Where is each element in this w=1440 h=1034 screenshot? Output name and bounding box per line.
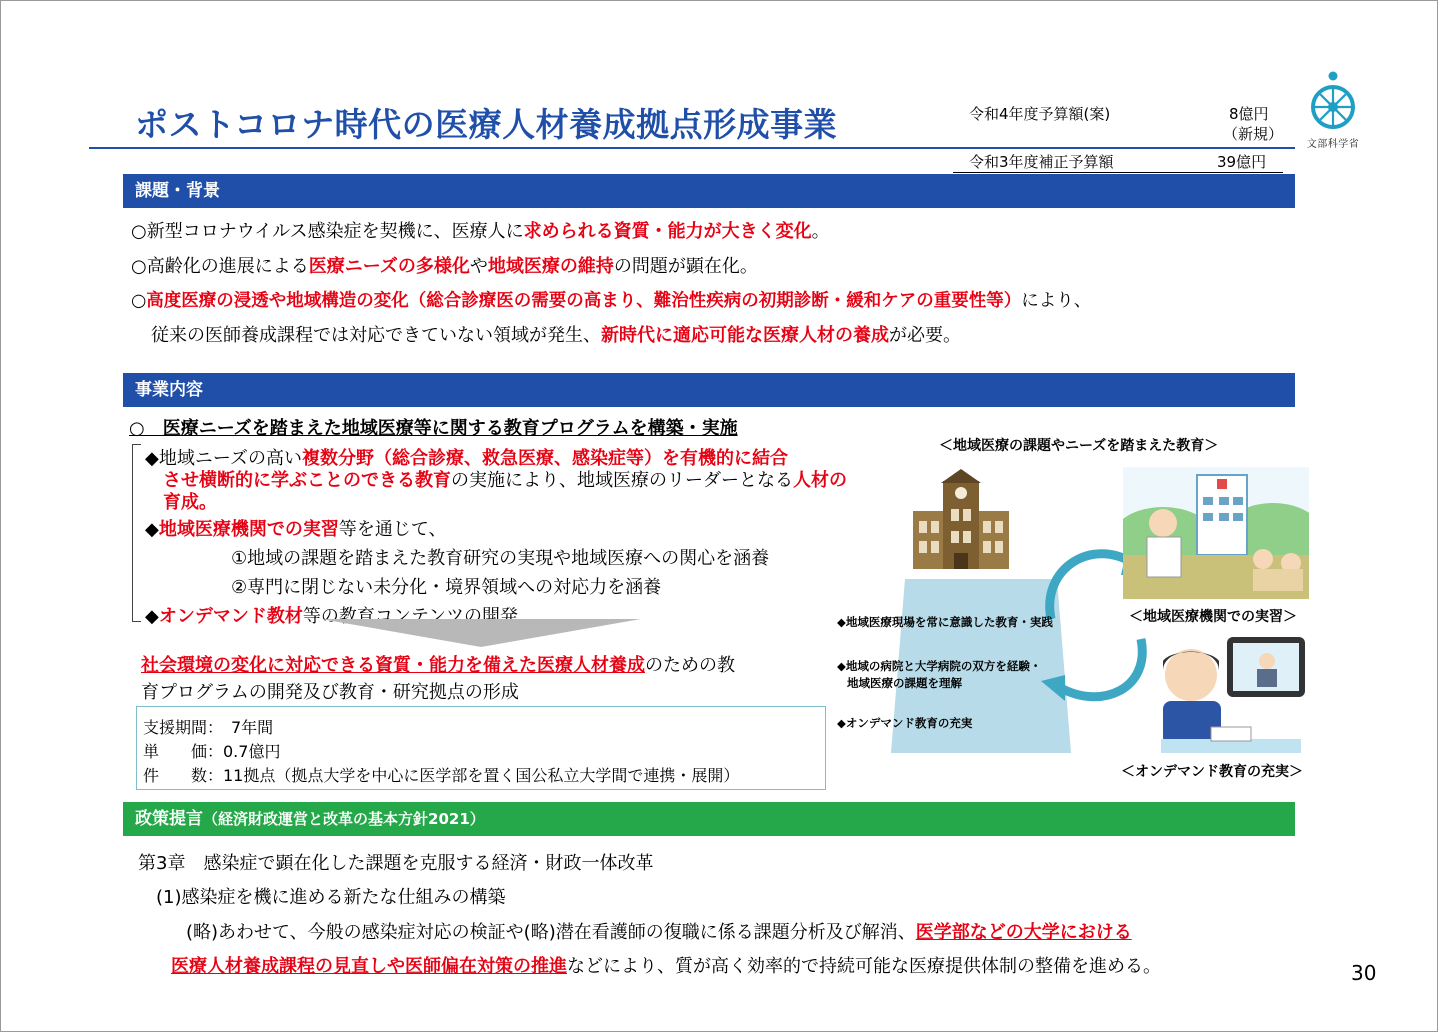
outcome-line-2: 育プログラムの開発及び教育・研究拠点の形成: [141, 682, 519, 703]
text: や: [469, 256, 488, 277]
budget-row2-value: 39億円: [1217, 153, 1267, 171]
figure-bullet-2a: ◆地域の病院と大学病院の双方を経験・: [837, 659, 1042, 673]
budget-row1-value: 8億円: [1229, 105, 1269, 123]
bullet-2-sub-1: ①地域の課題を踏まえた教育研究の実現や地域医療への関心を涵養: [231, 548, 770, 569]
figure-label-ondemand: ＜オンデマンド教育の充実＞: [1121, 764, 1303, 780]
down-arrow-icon: [321, 619, 641, 647]
text: ◆: [145, 519, 159, 540]
highlight-text: 人材の: [793, 470, 847, 491]
bullet-2-sub-2: ②専門に閉じない未分化・境界領域への対応力を涵養: [231, 577, 662, 598]
info-period: 支援期間： 7年間: [143, 718, 274, 737]
logo-text: 文部科学省: [1306, 139, 1360, 150]
policy-line-4: [171, 952, 1161, 978]
highlight-text: 新時代に適応可能な医療人材の養成: [601, 325, 889, 346]
highlight-text: 地域医療機関での実習: [158, 519, 339, 540]
highlight-text: 高度医療の浸透や地域構造の変化（総合診療医の需要の高まり、難治性疾病の初期診断・緩和ケアの重要性等）: [146, 291, 1022, 311]
text: ○高齢化の進展による: [131, 256, 309, 277]
text: が必要。: [889, 325, 961, 346]
background-line-2: [131, 252, 758, 278]
text: などにより、質が高く効率的で持続可能な医療提供体制の整備を進める。: [567, 956, 1161, 977]
practice-illustration-icon: [1123, 467, 1309, 599]
title-underline: [89, 147, 1295, 149]
outcome-line-1: [141, 651, 735, 677]
text: ○: [131, 291, 147, 311]
text: ○新型コロナウイルス感染症を契機に、医療人に: [131, 221, 524, 242]
figure-bullet-2b: 地域医療の課題を理解: [847, 676, 962, 690]
page-title: ポストコロナ時代の医療人材養成拠点形成事業: [135, 105, 838, 144]
highlight-text: 求められる資質・能力が大きく変化: [523, 221, 812, 242]
background-line-1: [131, 217, 830, 243]
section-header-content: 事業内容: [123, 373, 1295, 407]
highlight-text: させ横断的に学ぶことのできる教育: [163, 470, 451, 491]
figure-bullet-3: ◆オンデマンド教育の充実: [837, 716, 973, 730]
figure-label-top: ＜地域医療の課題やニーズを踏まえた教育＞: [939, 438, 1219, 454]
content-subtitle: ○ 医療ニーズを踏まえた地域医療等に関する教育プログラムを構築・実施: [129, 418, 738, 439]
budget-divider: [953, 172, 1283, 173]
budget-row2-label: 令和3年度補正予算額: [969, 153, 1114, 171]
section-header-policy: [123, 802, 1295, 836]
highlight-text: 医療ニーズの多様化: [308, 256, 470, 277]
background-line-4: [151, 321, 961, 347]
highlight-text: 医療人材養成課程の見直しや医師偏在対策の推進: [171, 956, 567, 977]
info-unit-price: 単 価：0.7億円: [143, 742, 281, 761]
highlight-text: 複数分野（総合診療、救急医療、感染症等）を有機的に結合: [301, 448, 788, 469]
background-line-3: [131, 287, 1091, 312]
budget-row1-label: 令和4年度予算額(案): [969, 105, 1111, 123]
text: のための教: [645, 655, 735, 676]
bullet-1-line-2: [163, 466, 847, 492]
policy-line-1: 第3章 感染症で顕在化した課題を克服する経済・財政一体改革: [138, 853, 654, 874]
bullet-2: [145, 515, 446, 541]
text: 。: [811, 221, 830, 242]
text: の問題が顕在化。: [613, 256, 758, 277]
policy-line-3: [186, 918, 1132, 944]
policy-line-2: (1)感染症を機に進める新たな仕組みの構築: [156, 887, 506, 908]
mext-logo: [1303, 69, 1363, 153]
text: ◆地域ニーズの高い: [145, 448, 302, 469]
text: 従来の医師養成課程では対応できていない領域が発生、: [151, 325, 601, 346]
highlight-text: オンデマンド教材: [158, 606, 303, 627]
university-building-icon: [913, 469, 1009, 569]
info-count: 件 数：11拠点（拠点大学を中心に医学部を置く国公私立大学間で連携・展開）: [143, 766, 740, 785]
highlight-text: 医学部などの大学における: [915, 922, 1132, 943]
ondemand-illustration-icon: [1141, 631, 1309, 755]
bullet-1-line-3: 育成。: [163, 492, 217, 513]
page-number: 30: [1351, 961, 1377, 985]
figure-bullet-1: ◆地域医療現場を常に意識した教育・実践: [837, 615, 1053, 629]
text: ◆: [145, 606, 159, 627]
support-info-box: [136, 706, 826, 790]
budget-row1-note: （新規）: [1223, 125, 1284, 143]
text: 政策提言: [135, 809, 203, 829]
highlight-text: 地域医療の維持: [487, 256, 614, 277]
text: （経済財政運営と改革の基本方針2021）: [203, 810, 485, 828]
text: 等を通じて、: [338, 519, 447, 540]
bullet-bracket: [132, 444, 141, 622]
text: (略)あわせて、今般の感染症対応の検証や(略)潜在看護師の復職に係る課題分析及び解消、: [186, 922, 916, 943]
mext-emblem-icon: [1303, 69, 1363, 135]
text: の実施により、地域医療のリーダーとなる: [451, 470, 793, 491]
text: 等の教育コンテンツの開発: [302, 606, 518, 627]
figure-label-practice: ＜地域医療機関での実習＞: [1129, 609, 1297, 625]
section-header-background: 課題・背景: [123, 174, 1295, 208]
highlight-text: 社会環境の変化に対応できる資質・能力を備えた医療人材養成: [141, 655, 645, 676]
text: により、: [1021, 291, 1092, 311]
